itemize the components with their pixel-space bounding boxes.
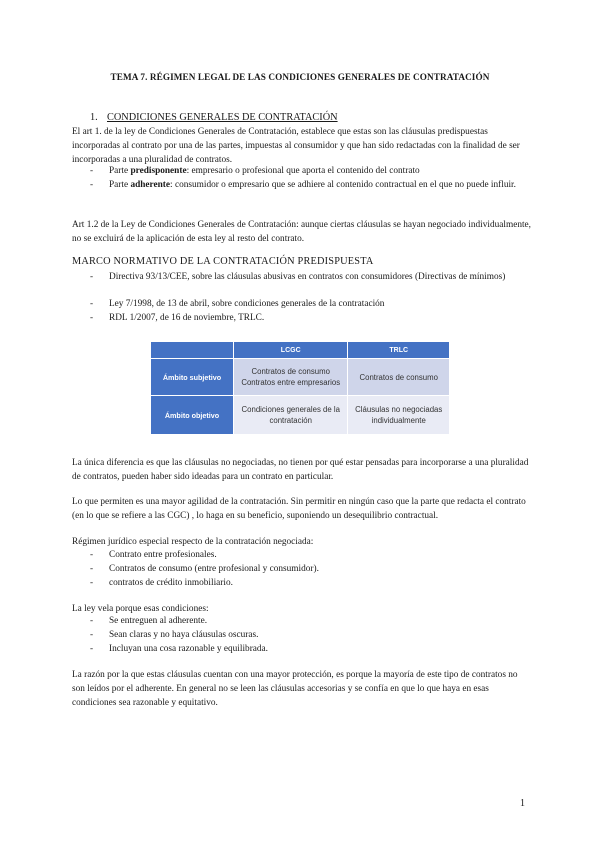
table-cell: Cláusulas no negociadas individualmente	[348, 396, 450, 435]
row-header-cell: Ámbito subjetivo	[151, 359, 234, 396]
table-header-cell: TRLC	[348, 342, 450, 359]
table-header-cell	[151, 342, 234, 359]
regimen-heading: Régimen jurídico especial respecto de la contratación negociada:	[72, 537, 314, 547]
list-dash: -	[90, 180, 94, 190]
section-heading	[90, 112, 338, 123]
comparison-table	[150, 341, 450, 435]
list-item-text: Contratos de consumo (entre profesional y consumidor).	[109, 564, 319, 574]
document-title: TEMA 7. RÉGIMEN LEGAL DE LAS CONDICIONES GENERALES DE CONTRATACIÓN	[110, 72, 490, 82]
list-dash: -	[90, 578, 94, 588]
list-dash: -	[90, 644, 94, 654]
list-dash: -	[90, 313, 94, 323]
table-row	[151, 359, 450, 396]
razon-paragraph: La razón por la que estas cláusulas cuentan con una mayor protección, es porque la mayoría de este tipo de contratos no son leídos por el adherente. En general no se leen las cláusulas accesorias y se confía en que lo que haya en esas condiciones sea razonable y equitativo.	[72, 670, 518, 708]
list-item-text: Contrato entre profesionales.	[109, 550, 217, 560]
list-item-text: Directiva 93/13/CEE, sobre las cláusulas abusivas en contratos con consumidores (Directivas de mínimos)	[109, 272, 506, 282]
marco-heading: MARCO NORMATIVO DE LA CONTRATACIÓN PREDISPUESTA	[72, 256, 374, 267]
list-item-text: Se entreguen al adherente.	[109, 616, 208, 626]
table-header-cell: LCGC	[234, 342, 348, 359]
list-dash: -	[90, 550, 94, 560]
list-item-text: Parte predisponente: empresario o profesional que aporta el contenido del contrato	[109, 166, 420, 176]
intro-paragraph: El art 1. de la ley de Condiciones Generales de Contratación, establece que estas son las cláusulas predispuestas incorporadas al contrato por una de las partes, impuestas al consumidor y que han sido redactadas con la finalidad de ser incorporadas a una pluralidad de contratos.	[72, 127, 520, 165]
table-row	[151, 396, 450, 435]
art12-paragraph: Art 1.2 de la Ley de Condiciones Generales de Contratación: aunque ciertas cláusulas se hayan negociado individualmente, no se excluirá de la aplicación de esta ley al resto del contrato.	[72, 220, 532, 244]
table-header-row	[151, 342, 450, 359]
list-dash: -	[90, 630, 94, 640]
table-cell: Contratos de consumo Contratos entre empresarios	[234, 359, 348, 396]
list-item-text: Incluyan una cosa razonable y equilibrada.	[109, 644, 269, 654]
list-item-text: Ley 7/1998, de 13 de abril, sobre condiciones generales de la contratación	[109, 299, 385, 309]
page-number: 1	[520, 798, 525, 809]
section-number: 1.	[90, 112, 98, 123]
list-dash: -	[90, 564, 94, 574]
list-dash: -	[90, 272, 94, 282]
list-item-text: RDL 1/2007, de 16 de noviembre, TRLC.	[109, 313, 265, 323]
list-item-text: Parte adherente: consumidor o empresario que se adhiere al contenido contractual en el que no puede influir.	[109, 180, 516, 190]
list-dash: -	[90, 616, 94, 626]
list-item-text: contratos de crédito inmobiliario.	[109, 578, 233, 588]
vela-heading: La ley vela porque esas condiciones:	[72, 604, 209, 614]
table-cell: Contratos de consumo	[348, 359, 450, 396]
permiten-paragraph: Lo que permiten es una mayor agilidad de la contratación. Sin permitir en ningún caso que la parte que redacta el contrato (en lo que se refiere a las CGC) , lo haga en su beneficio, suponiendo un desequilibrio contractual.	[72, 497, 526, 521]
table-cell: Condiciones generales de la contratación	[234, 396, 348, 435]
row-header-cell: Ámbito objetivo	[151, 396, 234, 435]
list-item-text: Sean claras y no haya cláusulas oscuras.	[109, 630, 259, 640]
section-label: CONDICIONES GENERALES DE CONTRATACIÓN	[107, 112, 338, 123]
list-dash: -	[90, 299, 94, 309]
list-dash: -	[90, 166, 94, 176]
diferencia-paragraph: La única diferencia es que las cláusulas no negociadas, no tienen por qué estar pensadas para incorporarse a una pluralidad de contratos, pueden haber sido ideadas para un contrato en particular.	[72, 458, 529, 482]
